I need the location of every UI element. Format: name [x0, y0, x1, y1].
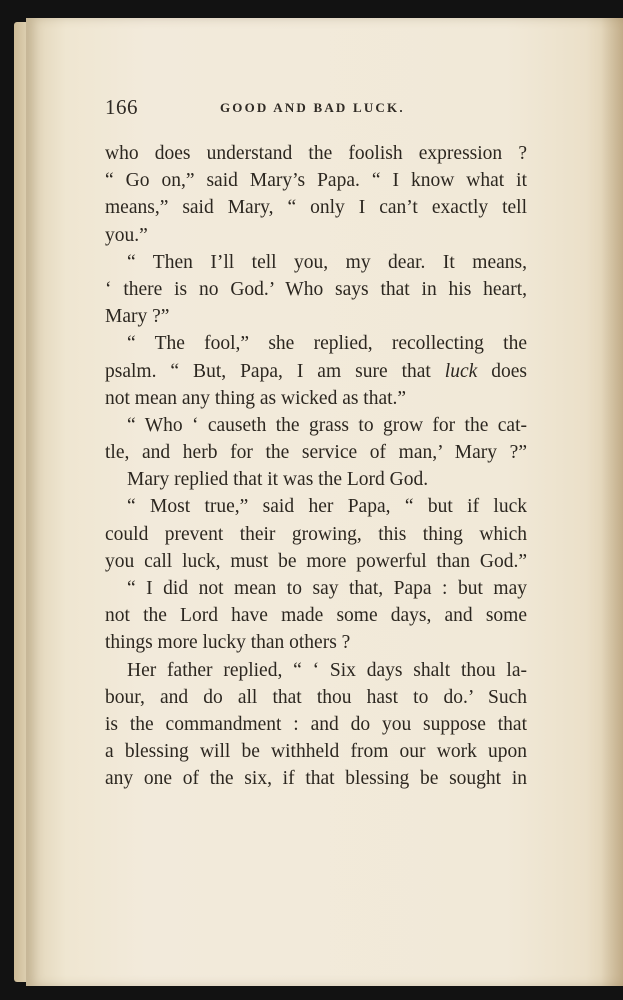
running-head: GOOD AND BAD LUCK. — [220, 100, 405, 115]
text-line: is the commandment : and do you suppose that — [105, 713, 527, 735]
text-line: ‘ there is no God.’ Who says that in his heart, — [105, 278, 527, 300]
text-line: any one of the six, if that blessing be sought in — [105, 768, 527, 790]
text-line: Mary ?” — [105, 306, 170, 328]
text-line: a blessing will be withheld from our work upon — [105, 741, 527, 763]
text-line: means,” said Mary, “ only I can’t exactly tell — [105, 197, 527, 219]
text-line: Mary replied that it was the Lord God. — [127, 469, 429, 491]
body-text — [105, 140, 527, 793]
text-line: you call luck, must be more powerful than God.” — [105, 550, 527, 572]
text-line: things more lucky than others ? — [105, 632, 351, 654]
text-line: you.” — [105, 224, 148, 246]
text-line: “ Then I’ll tell you, my dear. It means, — [127, 251, 527, 273]
italic-word: luck — [444, 360, 478, 382]
text-line: “ Who ‘ causeth the grass to grow for the cat- — [127, 414, 527, 436]
text-line: “ The fool,” she replied, recollecting the — [127, 333, 527, 355]
text-line: who does understand the foolish expression ? — [105, 143, 527, 164]
page-number: 166 — [105, 95, 138, 119]
text-line: not the Lord have made some days, and some — [105, 605, 527, 627]
text-line: psalm. “ But, Papa, I am sure that luck does — [105, 360, 528, 382]
text-line: “ Most true,” said her Papa, “ but if luck — [127, 496, 527, 518]
text-line: “ Go on,” said Mary’s Papa. “ I know what it — [105, 170, 527, 192]
text-line: bour, and do all that thou hast to do.’ Such — [105, 686, 527, 708]
page-header — [105, 95, 527, 125]
text-line: tle, and herb for the service of man,’ Mary ?” — [105, 442, 527, 464]
text-line: not mean any thing as wicked as that.” — [105, 387, 407, 409]
text-line: Her father replied, “ ‘ Six days shalt thou la- — [127, 659, 527, 681]
spine-shadow — [601, 18, 623, 986]
text-line: could prevent their growing, this thing which — [105, 523, 527, 545]
text-line: “ I did not mean to say that, Papa : but may — [127, 578, 527, 599]
